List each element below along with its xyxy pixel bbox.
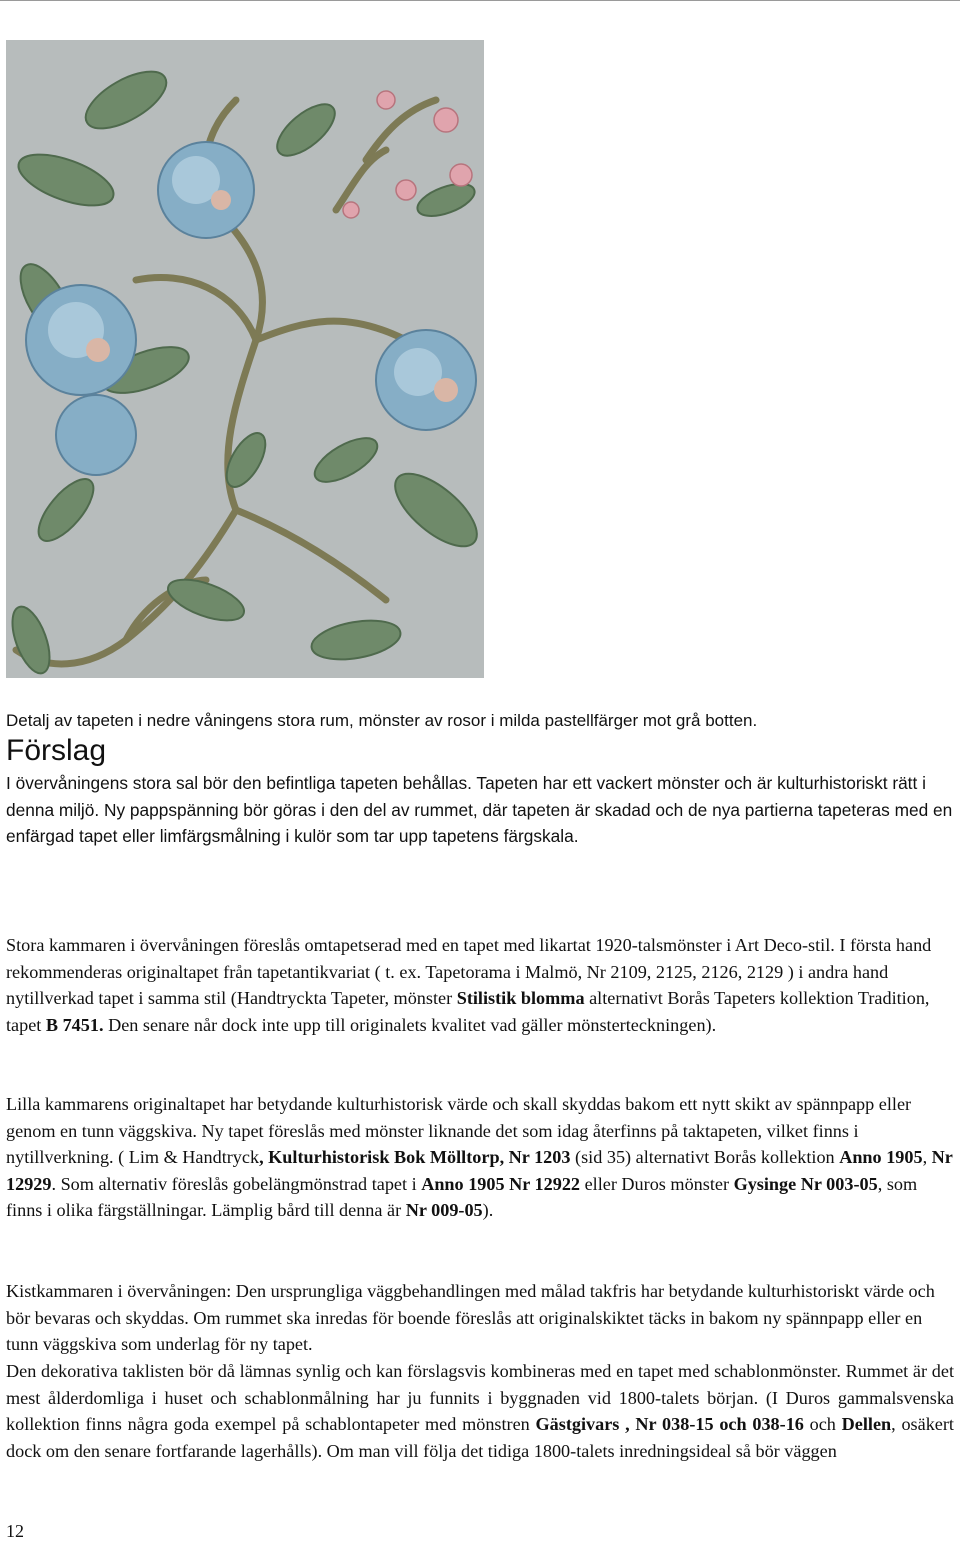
bold-run: B 7451. bbox=[45, 1014, 104, 1035]
text-run: , osäkert dock om den senare fortfarande lagerhålls). Om man vill följa det tidiga 1800-talets inredningsideal så bör väggen bbox=[6, 1414, 954, 1461]
top-rule bbox=[0, 0, 960, 1]
bold-run: Nr 12929 bbox=[6, 1147, 953, 1194]
bold-run: Anno 1905 bbox=[839, 1147, 923, 1167]
text-run: eller Duros mönster bbox=[580, 1173, 734, 1194]
text-run: Den dekorativa taklisten bör då lämnas synlig och kan förslagsvis kombineras med en tapet med schablonmönster. Rummet är det mest ålderdomliga i huset och schablonmålning har ju funnits i byggnaden vid 1800-talets början. (I Duros gammalsvenska kollektion finns några goda exempel på schablontapeter med mönstren bbox=[6, 1361, 954, 1434]
text-run: ). bbox=[482, 1200, 494, 1220]
paragraph-5 bbox=[6, 1358, 954, 1464]
bold-run: , Kulturhistorisk Bok Mölltorp, Nr 1203 bbox=[259, 1147, 571, 1167]
text-run: , bbox=[922, 1147, 932, 1167]
text-run: Lilla kammarens originaltapet har betydande kulturhistorisk värde och skall skyddas bakom ett nytt skikt av spännpapp eller genom en tunn väggskiva. Ny tapet föreslås med mönster liknande det som idag återfinns på taktapeten, vilket finns i nytillverkning. ( Lim & Handtryck bbox=[6, 1094, 912, 1167]
bold-run: Gästgivars , Nr 038-15 och 038-16 bbox=[535, 1414, 804, 1434]
bold-run: Anno 1905 Nr 12922 bbox=[421, 1173, 581, 1194]
text-run: alternativt Borås Tapeters kollektion Tradition, tapet bbox=[6, 988, 930, 1035]
page-number: 12 bbox=[6, 1521, 24, 1541]
paragraph-2 bbox=[6, 932, 954, 1038]
text-run: Den senare når dock inte upp till originalets kvalitet vad gäller mönsterteckningen). bbox=[103, 1014, 717, 1035]
photo-caption: Detalj av tapeten i nedre våningens stora rum, mönster av rosor i milda pastellfärger mot grå botten. bbox=[6, 711, 758, 730]
paragraph-1: I övervåningens stora sal bör den befintliga tapeten behållas. Tapeten har ett vackert mönster och är kulturhistoriskt rätt i denna miljö. Ny pappspänning bör göras i den del av rummet, där tapeten är skadad och de nya partierna tapeteras med en enfärgad tapet eller limfärgsmålning i kulör som tar upp tapetens färgskala. bbox=[6, 773, 953, 846]
text-run: , som finns i olika färgställningar. Lämplig bård till denna är bbox=[6, 1173, 918, 1220]
wallpaper-photo bbox=[6, 40, 484, 678]
text-run: och bbox=[803, 1414, 842, 1434]
bold-run: Stilistik blomma bbox=[456, 988, 585, 1008]
text-run: (sid 35) alternativt Borås kollektion bbox=[570, 1147, 840, 1167]
bold-run: Gysinge Nr 003-05 bbox=[733, 1173, 878, 1194]
text-run: Stora kammaren i övervåningen föreslås omtapetserad med en tapet med likartat 1920-talsmönster i Art Deco-stil. I första hand rekommenderas originaltapet från tapetantikvariat ( t. ex. Tapetorama i Malmö, Nr 2109, 2125, 2126, 2129 ) i andra hand nytillverkad tapet i samma stil (Handtryckta Tapeter, mönster bbox=[6, 935, 932, 1008]
paragraph-4: Kistkammaren i övervåningen: Den ursprungliga väggbehandlingen med målad takfris har betydande kulturhistoriskt värde och bör bevaras och skyddas. Om rummet ska inredas för boende föreslås att originalskiktet täcks in bakom ny spännpapp eller en tunn väggskiva som underlag för ny tapet. bbox=[6, 1281, 935, 1354]
bold-run: Nr 009-05 bbox=[405, 1200, 483, 1220]
text-run: . Som alternativ föreslås gobelängmönstrad tapet i bbox=[51, 1173, 422, 1194]
paragraph-3 bbox=[6, 1091, 954, 1224]
section-heading: Förslag bbox=[6, 734, 107, 767]
bold-run: Dellen bbox=[841, 1414, 892, 1434]
